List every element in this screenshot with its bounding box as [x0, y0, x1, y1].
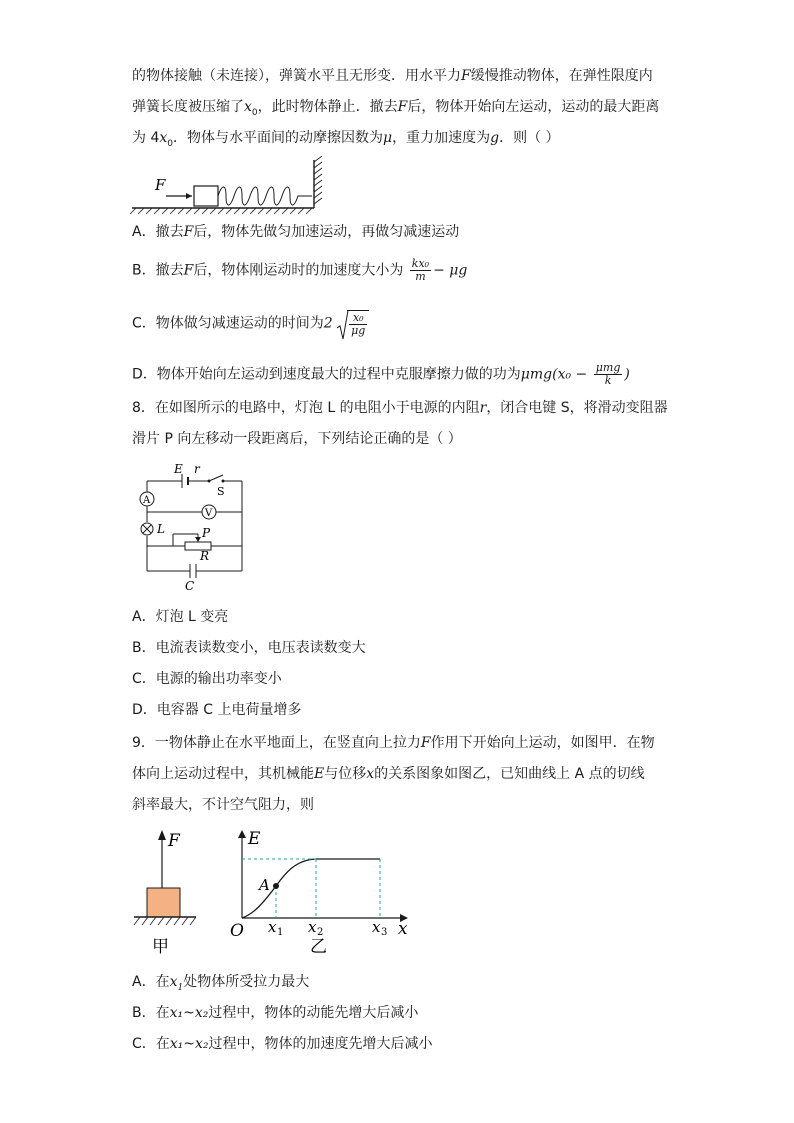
q7-text-line1: 的物体接触（未连接），弹簧水平且无形变．用水平力F缓慢推动物体，在弹性限度内: [132, 68, 653, 84]
label-l: L: [157, 522, 165, 536]
svg-text:3: 3: [381, 927, 388, 938]
q8-text-line1: 8．在如图所示的电路中，灯泡 L 的电阻小于电源的内阻r，闭合电键 S，将滑动变阻器: [132, 400, 668, 416]
force-label: F: [155, 176, 166, 194]
q7-c-sqrt: $\frac{\text{x₀}}{\mu g}$: [337, 310, 369, 337]
q9-option-b[interactable]: B．在x₁~x₂过程中，物体的动能先增大后减小: [132, 1005, 419, 1021]
label-x2: x: [308, 918, 317, 936]
q9-text-line2: 体向上运动过程中，其机械能E与位移x的关系图象如图乙，已知曲线上 A 点的切线: [132, 766, 645, 782]
figure-jia: [130, 822, 205, 962]
q7-text-line2: 弹簧长度被压缩了$x_0$，此时物体静止．撤去F后，物体开始向左运动，运动的最大距离: [132, 99, 660, 118]
figure-yi-graph: [224, 822, 414, 962]
q8-option-b[interactable]: B．电流表读数变小，电压表读数变大: [132, 640, 366, 656]
label-s: S: [217, 485, 225, 498]
label-rheostat: R: [200, 549, 210, 563]
svg-text:1: 1: [277, 927, 284, 938]
point-a: [273, 883, 279, 889]
q9-text-line3: 斜率最大，不计空气阻力，则: [132, 797, 314, 813]
label-jia: 甲: [152, 937, 169, 957]
label-voltmeter: V: [205, 508, 213, 519]
spring: [218, 187, 312, 205]
q7-option-c[interactable]: C．物体做匀减速运动的时间为2 $\frac{\text{x₀}}{\mu g}$: [132, 310, 369, 337]
label-x1: x: [268, 918, 277, 936]
spring-block-figure: [128, 156, 328, 214]
label-x3: x: [372, 918, 381, 936]
svg-text:2: 2: [317, 927, 324, 938]
q9-option-a[interactable]: A．在$x_1$处物体所受拉力最大: [132, 974, 310, 993]
label-e-axis: E: [248, 829, 261, 849]
q8-option-a[interactable]: A．灯泡 L 变亮: [132, 609, 229, 625]
circuit-diagram: [130, 462, 255, 594]
label-yi: 乙: [310, 937, 327, 957]
label-x-axis: x: [398, 919, 408, 939]
label-p: P: [202, 526, 211, 540]
label-ammeter: A: [143, 495, 151, 506]
orange-block: [147, 888, 180, 917]
q7-option-b[interactable]: B．撤去F后，物体刚运动时的加速度大小为 $\frac{\text{kx₀}}{m}$ − μg: [132, 257, 468, 283]
block: [194, 186, 218, 206]
label-e: E: [174, 462, 183, 476]
q8-text-line2: 滑片 P 向左移动一段距离后，下列结论正确的是（ ）: [132, 431, 462, 447]
q9-text-line1: 9．一物体静止在水平地面上，在竖直向上拉力F作用下开始向上运动，如图甲．在物: [132, 735, 655, 751]
label-r: r: [194, 462, 200, 476]
q8-option-c[interactable]: C．电源的输出功率变小: [132, 671, 282, 687]
label-origin: O: [230, 921, 244, 941]
q7-b-fraction: $\frac{\text{kx₀}}{m}$: [411, 257, 430, 283]
q7-option-a[interactable]: A．撤去F后，物体先做匀加速运动，再做匀减速运动: [132, 224, 460, 240]
label-a: A: [259, 876, 270, 894]
q7-text-line3: 为 $4x_0$．物体与水平面间的动摩擦因数为μ，重力加速度为g．则（ ）: [132, 130, 560, 149]
q8-option-d[interactable]: D．电容器 C 上电荷量增多: [132, 702, 302, 718]
q9-option-c[interactable]: C．在x₁~x₂过程中，物体的加速度先增大后减小: [132, 1036, 433, 1052]
q7-option-d[interactable]: D．物体开始向左运动到速度最大的过程中克服摩擦力做的功为μmg(x₀ − $\frac{\text{μmg}}{k}$ ): [132, 361, 630, 387]
label-c: C: [185, 579, 195, 593]
label-f: F: [168, 831, 180, 851]
